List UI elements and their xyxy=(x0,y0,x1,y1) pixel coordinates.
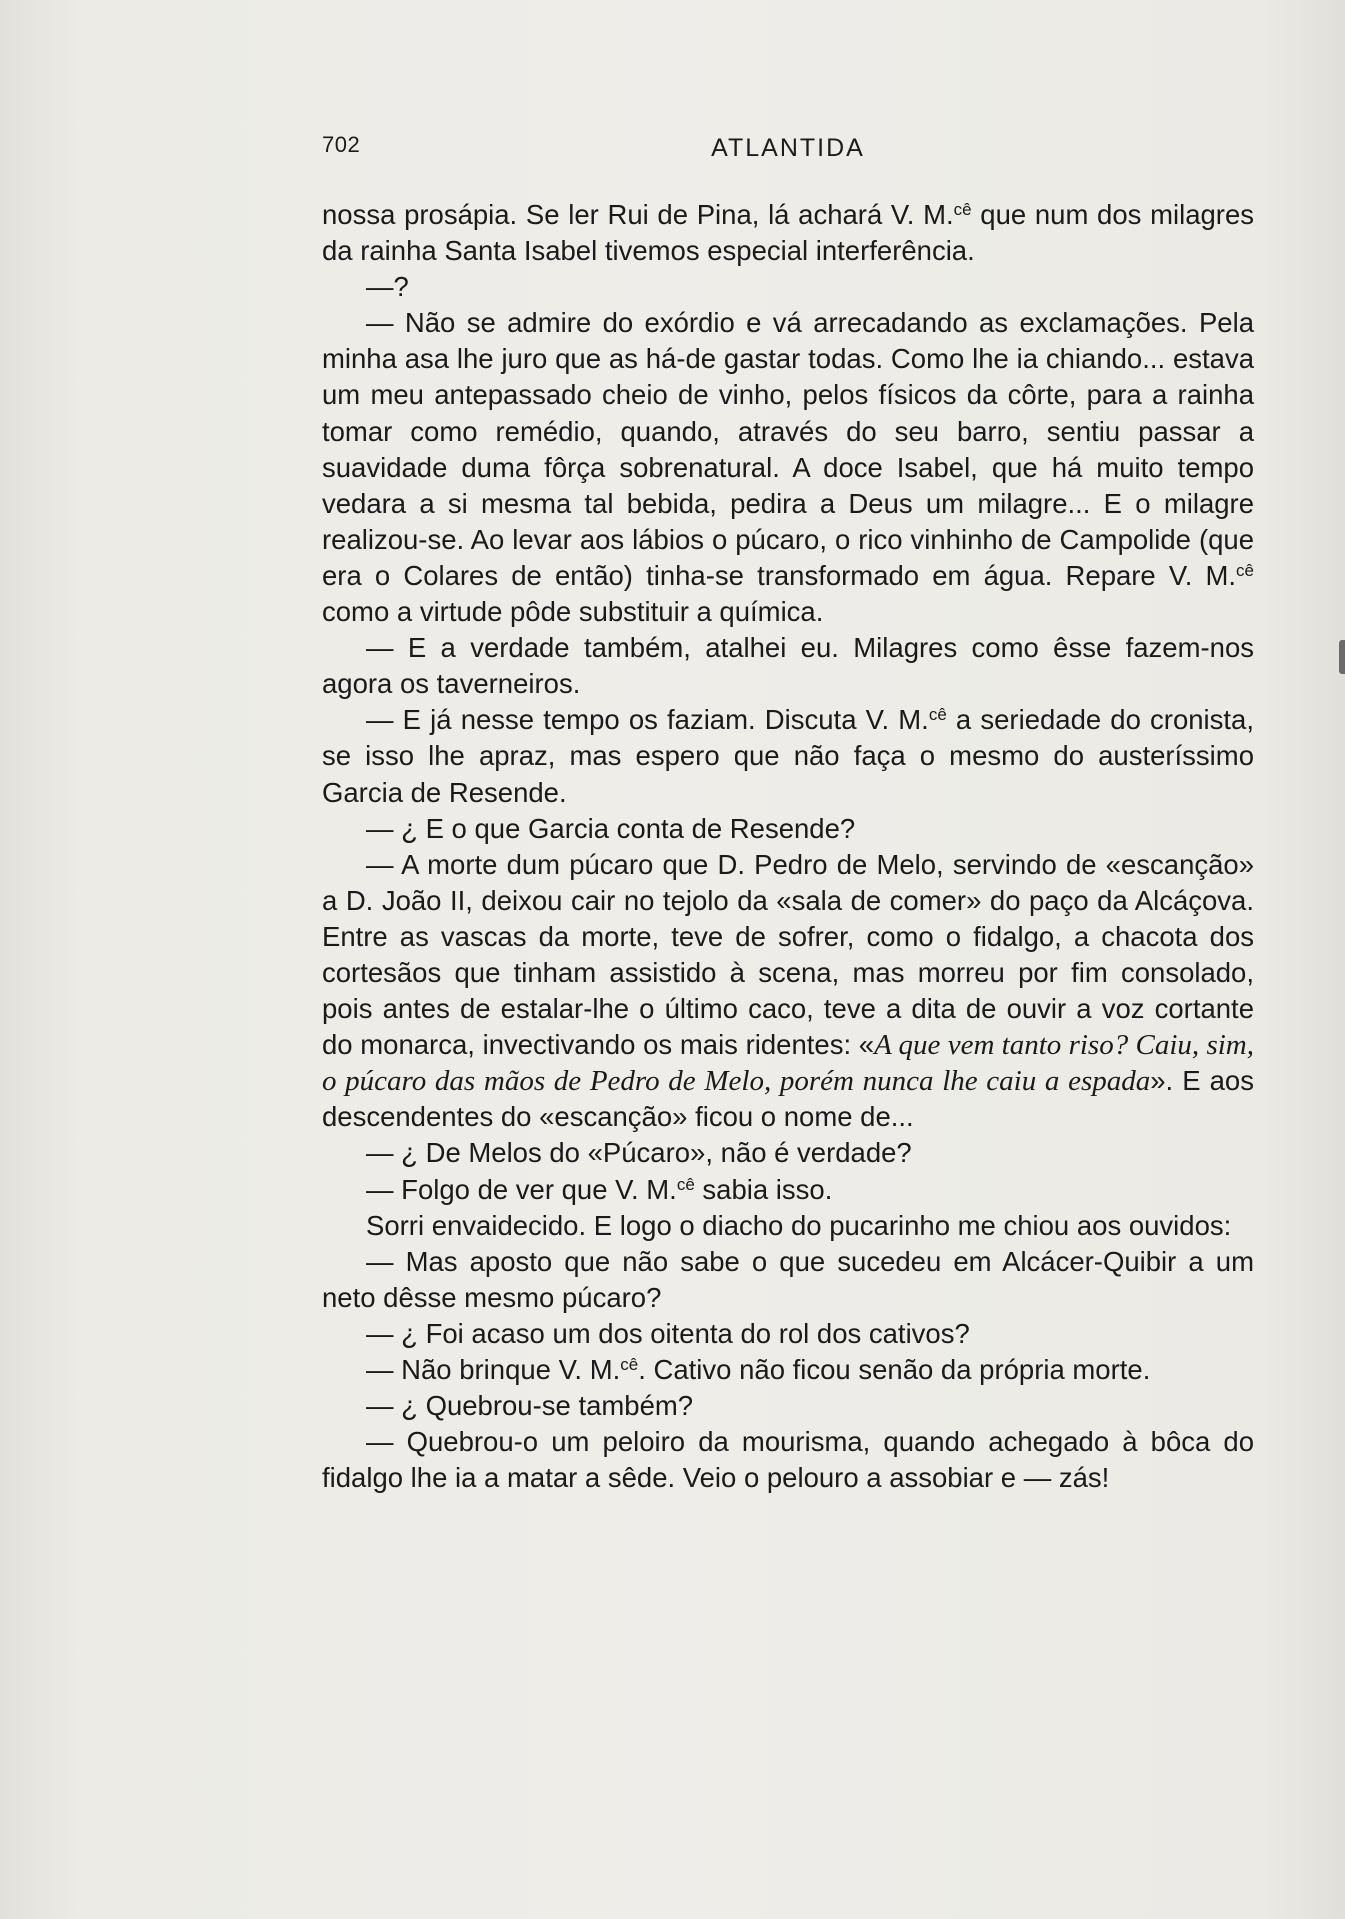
paragraph: — Não brinque V. M.$^{cê}$. Cativo não ficou senão da própria morte. xyxy=(366,1354,1151,1385)
paragraph: nossa prosápia. Se ler Rui de Pina, lá achará V. M.$^{cê}$ que num dos milagres da rainha Santa Isabel tivemos especial interferência. xyxy=(322,199,1255,267)
paragraph: — E a verdade também, atalhei eu. Milagres como êsse fazem-nos agora os taverneiros. xyxy=(322,632,1254,700)
paragraph: — Folgo de ver que V. M.$^{cê}$ sabia isso. xyxy=(366,1173,833,1205)
paragraph: — E já nesse tempo os faziam. Discuta V. M.$^{cê}$ a seriedade do cronista, se isso lhe apraz, mas espero que não faça o mesmo do austeríssimo Garcia de Resende. xyxy=(322,704,1254,808)
paragraph: — Não se admire do exórdio e vá arrecadando as exclamações. Pela minha asa lhe juro que as há-de gastar todas. Como lhe ia chiando... estava um meu antepassado cheio de vinho, pelos físicos da côrte, para a rainha tomar como remédio, quando, através do seu barro, sentiu passar a suavidade duma fôrça sobrenatural. A doce Isabel, que há muito tempo vedara a si mesma tal bebida, pedira a Deus um milagre... E o milagre realizou-se. Ao levar aos lábios o púcaro, o rico vinhinho de Campolide (que era o Colares de então) tinha-se transformado em água. Repare V. M.$^{cê}$ como a virtude pôde substituir a química. xyxy=(322,307,1254,628)
page-number: 702 xyxy=(322,132,361,157)
paragraph: —? xyxy=(366,271,409,303)
page-header xyxy=(322,130,1254,170)
paragraph: — Quebrou-o um peloiro da mourisma, quando achegado à bôca do fidalgo lhe ia a matar a sêde. Veio o pelouro a assobiar e — zás! xyxy=(322,1426,1254,1494)
running-title: ATLANTIDA xyxy=(711,134,865,162)
page-edge-mark xyxy=(1339,640,1345,674)
paragraph: — ¿ De Melos do «Púcaro», não é verdade? xyxy=(366,1137,912,1169)
paragraph: — ¿ Foi acaso um dos oitenta do rol dos cativos? xyxy=(366,1317,970,1349)
body-text xyxy=(322,197,1254,1496)
paragraph: — Mas aposto que não sabe o que sucedeu em Alcácer-Quibir a um neto dêsse mesmo púcaro? xyxy=(322,1245,1254,1313)
paragraph: — A morte dum púcaro que D. Pedro de Melo, servindo de «escanção» a D. João II, deixou cair no tejolo da «sala de comer» do paço da Alcáçova. Entre as vascas da morte, teve de sofrer, como o fidalgo, a chacota dos cortesãos que tinham assistido à scena, mas morreu por fim consolado, pois antes de estalar-lhe o último caco, teve a dita de ouvir a voz cortante do monarca, invectivando os mais ridentes: «A que vem tanto riso? Caiu, sim, o púcaro das mãos de Pedro de Melo, porém nunca lhe caiu a espada». E aos descendentes do «escanção» ficou o nome de... xyxy=(322,848,1254,1133)
paragraph: Sorri envaidecido. E logo o diacho do pucarinho me chiou aos ouvidos: xyxy=(366,1209,1232,1241)
paragraph: — ¿ E o que Garcia conta de Resende? xyxy=(366,812,856,844)
paragraph: — ¿ Quebrou-se também? xyxy=(366,1390,694,1422)
